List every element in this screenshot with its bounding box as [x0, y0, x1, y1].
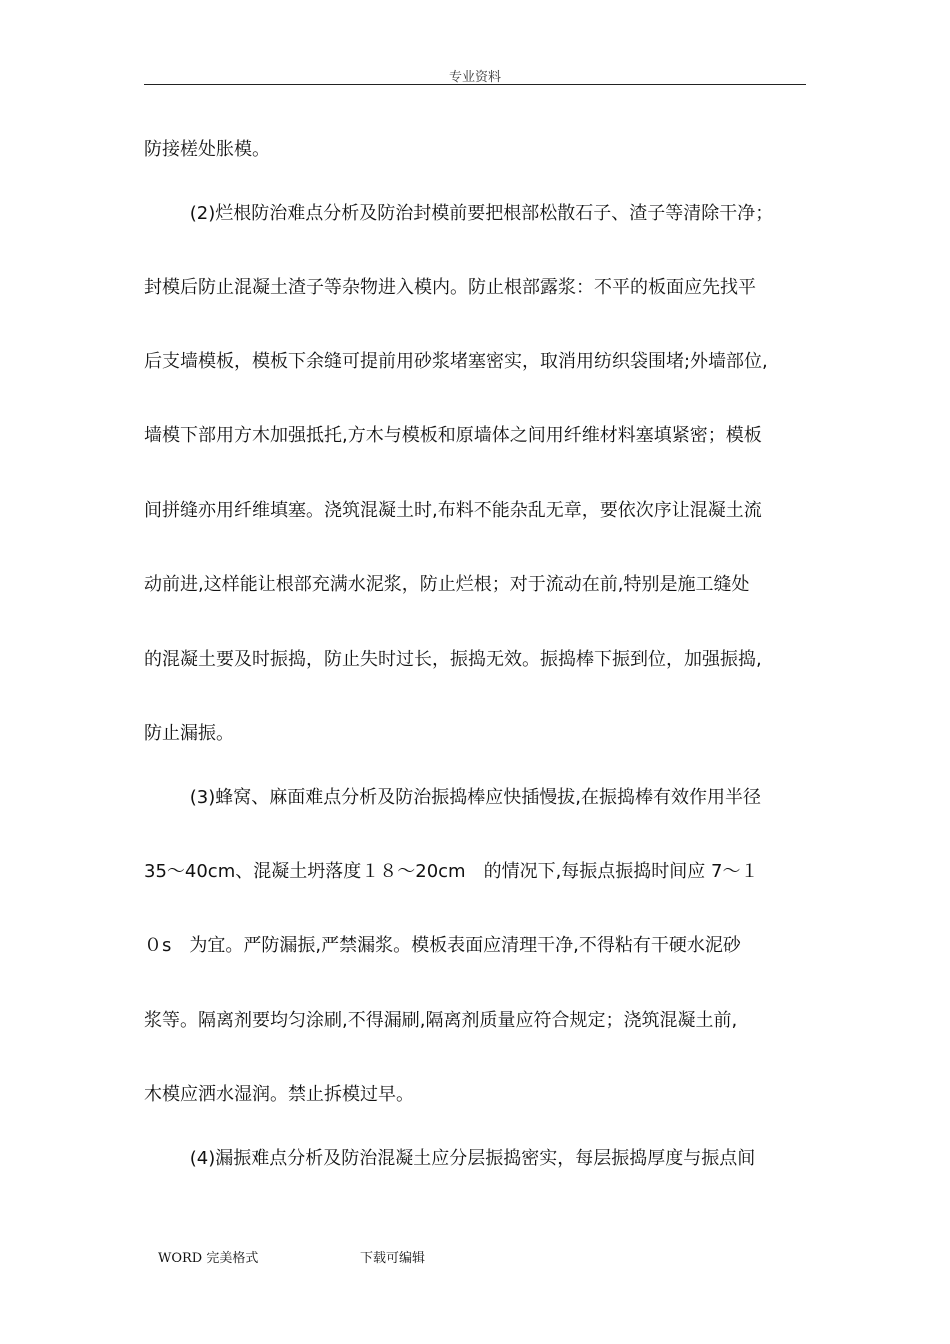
body-line: 防接槎处胀模。 — [144, 139, 270, 160]
header-divider — [144, 84, 806, 85]
body-line: (2)烂根防治难点分析及防治封模前要把根部松散石子、渣子等清除干净； — [144, 203, 774, 224]
body-line: (4)漏振难点分析及防治混凝土应分层振捣密实，每层振捣厚度与振点间 — [144, 1148, 756, 1169]
body-line: 动前进,这样能让根部充满水泥浆，防止烂根；对于流动在前,特别是施工缝处 — [144, 574, 750, 595]
body-line: 封模后防止混凝土渣子等杂物进入模内。防止根部露浆：不平的板面应先找平 — [144, 277, 756, 298]
footer-right: 下载可编辑 — [360, 1251, 426, 1266]
header-title: 专业资料 — [448, 70, 501, 85]
body-line: 后支墙模板，模板下余缝可提前用砂浆堵塞密实，取消用纺织袋围堵;外墙部位, — [144, 351, 768, 372]
body-line: 35～40cm、混凝土坍落度１８～20cm 的情况下,每振点振捣时间应 7～１ — [144, 861, 759, 882]
footer-left: WORD 完美格式 — [158, 1251, 259, 1266]
body-line: 墙模下部用方木加强抵托,方木与模板和原墙体之间用纤维材料塞填紧密；模板 — [144, 425, 762, 446]
body-line: ０s 为宜。严防漏振,严禁漏浆。模板表面应清理干净,不得粘有干硬水泥砂 — [144, 935, 741, 956]
body-line: 木模应洒水湿润。禁止拆模过早。 — [144, 1084, 414, 1105]
body-line: 浆等。隔离剂要均匀涂刷,不得漏刷,隔离剂质量应符合规定；浇筑混凝土前, — [144, 1010, 738, 1031]
body-line: 防止漏振。 — [144, 723, 234, 744]
body-line: 间拼缝亦用纤维填塞。浇筑混凝土时,布料不能杂乱无章，要依次序让混凝土流 — [144, 500, 762, 521]
body-line: (3)蜂窝、麻面难点分析及防治振捣棒应快插慢拔,在振捣棒有效作用半径 — [144, 787, 761, 808]
body-line: 的混凝土要及时振捣，防止失时过长，振捣无效。振捣棒下振到位，加强振捣, — [144, 649, 762, 670]
